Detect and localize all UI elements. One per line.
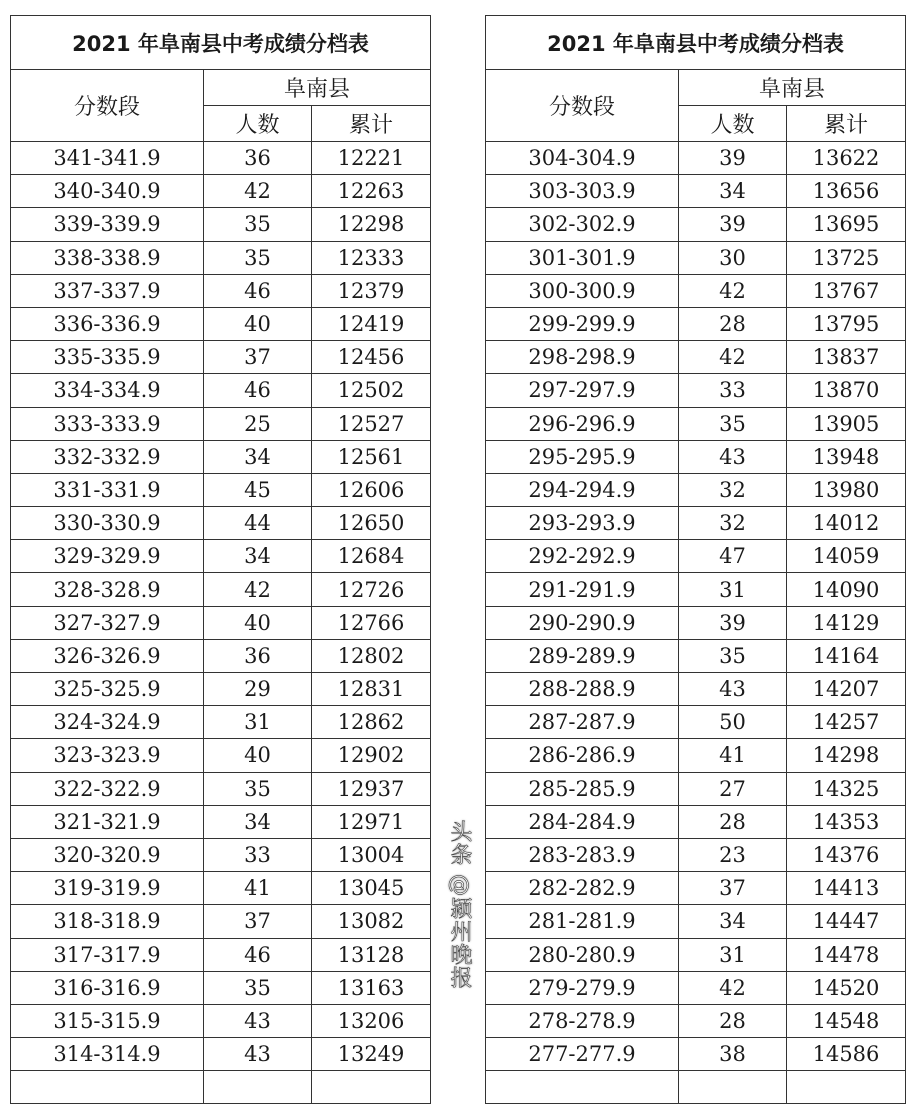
score-range-cell: 318-318.9 xyxy=(11,905,204,938)
score-range-cell: 330-330.9 xyxy=(11,507,204,540)
cumulative-cell: 13004 xyxy=(312,838,431,871)
table-row xyxy=(11,142,431,175)
table-row xyxy=(486,440,906,473)
score-range-cell: 338-338.9 xyxy=(11,241,204,274)
cumulative-cell: 12263 xyxy=(312,175,431,208)
table-row xyxy=(11,971,431,1004)
table-row xyxy=(486,573,906,606)
cumulative-cell: 12726 xyxy=(312,573,431,606)
table-row xyxy=(486,971,906,1004)
table-row xyxy=(486,805,906,838)
cumulative-cell: 13082 xyxy=(312,905,431,938)
count-cell: 35 xyxy=(679,407,787,440)
score-range-cell: 290-290.9 xyxy=(486,606,679,639)
watermark: 头条 @颍州晚报 xyxy=(447,820,472,989)
header-cumulative: 累计 xyxy=(312,106,431,142)
table-row xyxy=(486,540,906,573)
header-count: 人数 xyxy=(679,106,787,142)
count-cell: 40 xyxy=(204,606,312,639)
table-row xyxy=(11,208,431,241)
count-cell: 35 xyxy=(204,241,312,274)
table-row xyxy=(11,1038,431,1071)
score-table-right xyxy=(485,15,906,1104)
count-cell: 35 xyxy=(204,772,312,805)
cumulative-cell: 12606 xyxy=(312,473,431,506)
score-range-cell: 322-322.9 xyxy=(11,772,204,805)
count-cell: 46 xyxy=(204,938,312,971)
score-range-cell: 324-324.9 xyxy=(11,706,204,739)
table-row xyxy=(486,374,906,407)
cumulative-cell: 12684 xyxy=(312,540,431,573)
cumulative-cell: 13622 xyxy=(787,142,906,175)
count-cell: 34 xyxy=(204,440,312,473)
table-row xyxy=(486,1038,906,1071)
table-row xyxy=(11,341,431,374)
cumulative-cell: 12937 xyxy=(312,772,431,805)
table-row xyxy=(11,673,431,706)
cumulative-cell: 12527 xyxy=(312,407,431,440)
cumulative-cell: 13163 xyxy=(312,971,431,1004)
table-row xyxy=(486,1004,906,1037)
cumulative-cell: 13795 xyxy=(787,307,906,340)
table-row xyxy=(486,739,906,772)
table-row xyxy=(11,274,431,307)
score-range-cell: 341-341.9 xyxy=(11,142,204,175)
cumulative-cell: 12971 xyxy=(312,805,431,838)
cumulative-cell: 13128 xyxy=(312,938,431,971)
header-cumulative: 累计 xyxy=(787,106,906,142)
table-row xyxy=(11,706,431,739)
score-range-cell: 303-303.9 xyxy=(486,175,679,208)
count-cell: 46 xyxy=(204,374,312,407)
table-row xyxy=(486,639,906,672)
cumulative-cell: 13206 xyxy=(312,1004,431,1037)
cumulative-cell: 14548 xyxy=(787,1004,906,1037)
header-county: 阜南县 xyxy=(679,70,906,106)
cumulative-cell: 13870 xyxy=(787,374,906,407)
count-cell: 28 xyxy=(679,805,787,838)
score-range-cell: 331-331.9 xyxy=(11,473,204,506)
table-row-partial xyxy=(486,1071,906,1104)
cumulative-cell: 14586 xyxy=(787,1038,906,1071)
table-row-partial xyxy=(11,1071,431,1104)
count-cell: 36 xyxy=(204,142,312,175)
cumulative-cell: 14413 xyxy=(787,872,906,905)
table-row xyxy=(486,905,906,938)
cumulative-cell: 12561 xyxy=(312,440,431,473)
score-range-cell: 281-281.9 xyxy=(486,905,679,938)
count-cell: 32 xyxy=(679,507,787,540)
cumulative-cell: 12802 xyxy=(312,639,431,672)
table-title: 2021 年阜南县中考成绩分档表 xyxy=(11,16,431,70)
header-score-range: 分数段 xyxy=(11,70,204,142)
score-range-cell: 287-287.9 xyxy=(486,706,679,739)
count-cell: 41 xyxy=(679,739,787,772)
count-cell: 33 xyxy=(204,838,312,871)
header-count: 人数 xyxy=(204,106,312,142)
cumulative-cell: 13980 xyxy=(787,473,906,506)
score-range-cell: 283-283.9 xyxy=(486,838,679,871)
cumulative-cell: 12379 xyxy=(312,274,431,307)
score-range-cell: 327-327.9 xyxy=(11,606,204,639)
cumulative-cell: 14012 xyxy=(787,507,906,540)
table-title: 2021 年阜南县中考成绩分档表 xyxy=(486,16,906,70)
cumulative-cell: 13905 xyxy=(787,407,906,440)
cumulative-cell: 12902 xyxy=(312,739,431,772)
table-row xyxy=(486,473,906,506)
count-cell: 37 xyxy=(204,341,312,374)
score-range-cell: 299-299.9 xyxy=(486,307,679,340)
count-cell: 32 xyxy=(679,473,787,506)
table-row xyxy=(11,739,431,772)
cumulative-cell: 12831 xyxy=(312,673,431,706)
score-range-cell: 280-280.9 xyxy=(486,938,679,971)
cumulative-cell: 12862 xyxy=(312,706,431,739)
cumulative-cell: 14478 xyxy=(787,938,906,971)
count-cell: 44 xyxy=(204,507,312,540)
table-row xyxy=(486,341,906,374)
score-range-cell: 321-321.9 xyxy=(11,805,204,838)
score-range-cell: 278-278.9 xyxy=(486,1004,679,1037)
table-row xyxy=(486,838,906,871)
table-row xyxy=(486,772,906,805)
score-range-cell: 295-295.9 xyxy=(486,440,679,473)
count-cell: 31 xyxy=(679,938,787,971)
cumulative-cell: 14298 xyxy=(787,739,906,772)
count-cell: 28 xyxy=(679,307,787,340)
score-range-cell: 319-319.9 xyxy=(11,872,204,905)
cumulative-cell: 12419 xyxy=(312,307,431,340)
count-cell: 39 xyxy=(679,208,787,241)
score-range-cell: 289-289.9 xyxy=(486,639,679,672)
score-range-cell: 277-277.9 xyxy=(486,1038,679,1071)
score-range-cell: 304-304.9 xyxy=(486,142,679,175)
table-row xyxy=(11,905,431,938)
table-row xyxy=(486,241,906,274)
cumulative-cell: 14164 xyxy=(787,639,906,672)
count-cell: 42 xyxy=(204,175,312,208)
score-range-cell: 336-336.9 xyxy=(11,307,204,340)
score-range-cell: 329-329.9 xyxy=(11,540,204,573)
table-row xyxy=(11,507,431,540)
table-row xyxy=(11,772,431,805)
count-cell: 33 xyxy=(679,374,787,407)
count-cell: 40 xyxy=(204,307,312,340)
cumulative-cell: 14353 xyxy=(787,805,906,838)
score-range-cell: 326-326.9 xyxy=(11,639,204,672)
cumulative-cell: 14059 xyxy=(787,540,906,573)
table-row xyxy=(486,706,906,739)
table-row xyxy=(11,374,431,407)
cumulative-cell: 12298 xyxy=(312,208,431,241)
count-cell: 31 xyxy=(204,706,312,739)
count-cell: 42 xyxy=(679,341,787,374)
count-cell: 38 xyxy=(679,1038,787,1071)
table-row xyxy=(11,307,431,340)
count-cell: 27 xyxy=(679,772,787,805)
score-range-cell: 302-302.9 xyxy=(486,208,679,241)
cumulative-cell: 12221 xyxy=(312,142,431,175)
table-row xyxy=(486,175,906,208)
count-cell: 34 xyxy=(204,540,312,573)
table-row xyxy=(486,673,906,706)
count-cell: 31 xyxy=(679,573,787,606)
score-range-cell: 279-279.9 xyxy=(486,971,679,1004)
count-cell: 37 xyxy=(679,872,787,905)
score-range-cell: 284-284.9 xyxy=(486,805,679,838)
count-cell: 25 xyxy=(204,407,312,440)
table-row xyxy=(11,241,431,274)
table-row xyxy=(11,639,431,672)
cumulative-cell: 14257 xyxy=(787,706,906,739)
cumulative-cell: 14129 xyxy=(787,606,906,639)
score-range-cell: 294-294.9 xyxy=(486,473,679,506)
cumulative-cell: 14325 xyxy=(787,772,906,805)
table-row xyxy=(486,606,906,639)
score-range-cell: 282-282.9 xyxy=(486,872,679,905)
table-row xyxy=(11,440,431,473)
cumulative-cell: 13725 xyxy=(787,241,906,274)
score-range-cell: 316-316.9 xyxy=(11,971,204,1004)
table-row xyxy=(11,872,431,905)
count-cell: 35 xyxy=(204,208,312,241)
count-cell: 29 xyxy=(204,673,312,706)
count-cell: 41 xyxy=(204,872,312,905)
score-range-cell: 293-293.9 xyxy=(486,507,679,540)
cumulative-cell: 13656 xyxy=(787,175,906,208)
score-range-cell: 286-286.9 xyxy=(486,739,679,772)
header-county: 阜南县 xyxy=(204,70,431,106)
count-cell: 42 xyxy=(679,274,787,307)
table-row xyxy=(11,606,431,639)
cumulative-cell: 14090 xyxy=(787,573,906,606)
cumulative-cell: 14520 xyxy=(787,971,906,1004)
table-row xyxy=(11,838,431,871)
score-range-cell: 314-314.9 xyxy=(11,1038,204,1071)
table-row xyxy=(11,473,431,506)
table-row xyxy=(486,208,906,241)
table-row xyxy=(486,142,906,175)
table-row xyxy=(11,938,431,971)
count-cell: 23 xyxy=(679,838,787,871)
cumulative-cell: 13948 xyxy=(787,440,906,473)
score-range-cell: 340-340.9 xyxy=(11,175,204,208)
table-row xyxy=(11,805,431,838)
cumulative-cell: 12333 xyxy=(312,241,431,274)
count-cell: 37 xyxy=(204,905,312,938)
cumulative-cell: 12766 xyxy=(312,606,431,639)
score-range-cell: 339-339.9 xyxy=(11,208,204,241)
score-range-cell: 300-300.9 xyxy=(486,274,679,307)
score-range-cell: 297-297.9 xyxy=(486,374,679,407)
cumulative-cell: 13045 xyxy=(312,872,431,905)
count-cell: 43 xyxy=(204,1038,312,1071)
score-range-cell: 337-337.9 xyxy=(11,274,204,307)
score-range-cell: 332-332.9 xyxy=(11,440,204,473)
cumulative-cell: 14447 xyxy=(787,905,906,938)
table-row xyxy=(11,540,431,573)
table-row xyxy=(11,1004,431,1037)
count-cell: 28 xyxy=(679,1004,787,1037)
score-range-cell: 292-292.9 xyxy=(486,540,679,573)
score-range-cell: 298-298.9 xyxy=(486,341,679,374)
cumulative-cell: 12650 xyxy=(312,507,431,540)
score-range-cell: 325-325.9 xyxy=(11,673,204,706)
count-cell: 50 xyxy=(679,706,787,739)
score-range-cell: 334-334.9 xyxy=(11,374,204,407)
cumulative-cell: 13249 xyxy=(312,1038,431,1071)
count-cell: 34 xyxy=(204,805,312,838)
count-cell: 35 xyxy=(679,639,787,672)
score-range-cell: 335-335.9 xyxy=(11,341,204,374)
count-cell: 43 xyxy=(204,1004,312,1037)
score-range-cell: 296-296.9 xyxy=(486,407,679,440)
score-range-cell: 291-291.9 xyxy=(486,573,679,606)
count-cell: 42 xyxy=(204,573,312,606)
score-range-cell: 317-317.9 xyxy=(11,938,204,971)
cumulative-cell: 13695 xyxy=(787,208,906,241)
cumulative-cell: 12502 xyxy=(312,374,431,407)
table-row xyxy=(11,573,431,606)
count-cell: 34 xyxy=(679,175,787,208)
score-table-left xyxy=(10,15,431,1104)
count-cell: 39 xyxy=(679,606,787,639)
cumulative-cell: 12456 xyxy=(312,341,431,374)
cumulative-cell: 13767 xyxy=(787,274,906,307)
score-range-cell: 285-285.9 xyxy=(486,772,679,805)
table-row xyxy=(486,872,906,905)
table-row xyxy=(11,407,431,440)
cumulative-cell: 14376 xyxy=(787,838,906,871)
count-cell: 39 xyxy=(679,142,787,175)
count-cell: 42 xyxy=(679,971,787,1004)
table-row xyxy=(486,307,906,340)
count-cell: 36 xyxy=(204,639,312,672)
count-cell: 43 xyxy=(679,673,787,706)
count-cell: 35 xyxy=(204,971,312,1004)
cumulative-cell: 13837 xyxy=(787,341,906,374)
count-cell: 43 xyxy=(679,440,787,473)
header-score-range: 分数段 xyxy=(486,70,679,142)
count-cell: 47 xyxy=(679,540,787,573)
table-row xyxy=(486,938,906,971)
score-range-cell: 320-320.9 xyxy=(11,838,204,871)
count-cell: 45 xyxy=(204,473,312,506)
count-cell: 30 xyxy=(679,241,787,274)
count-cell: 46 xyxy=(204,274,312,307)
score-range-cell: 288-288.9 xyxy=(486,673,679,706)
count-cell: 40 xyxy=(204,739,312,772)
cumulative-cell: 14207 xyxy=(787,673,906,706)
score-range-cell: 315-315.9 xyxy=(11,1004,204,1037)
count-cell: 34 xyxy=(679,905,787,938)
table-row xyxy=(11,175,431,208)
table-row xyxy=(486,407,906,440)
score-range-cell: 323-323.9 xyxy=(11,739,204,772)
table-row xyxy=(486,507,906,540)
table-row xyxy=(486,274,906,307)
score-range-cell: 328-328.9 xyxy=(11,573,204,606)
score-range-cell: 301-301.9 xyxy=(486,241,679,274)
score-range-cell: 333-333.9 xyxy=(11,407,204,440)
